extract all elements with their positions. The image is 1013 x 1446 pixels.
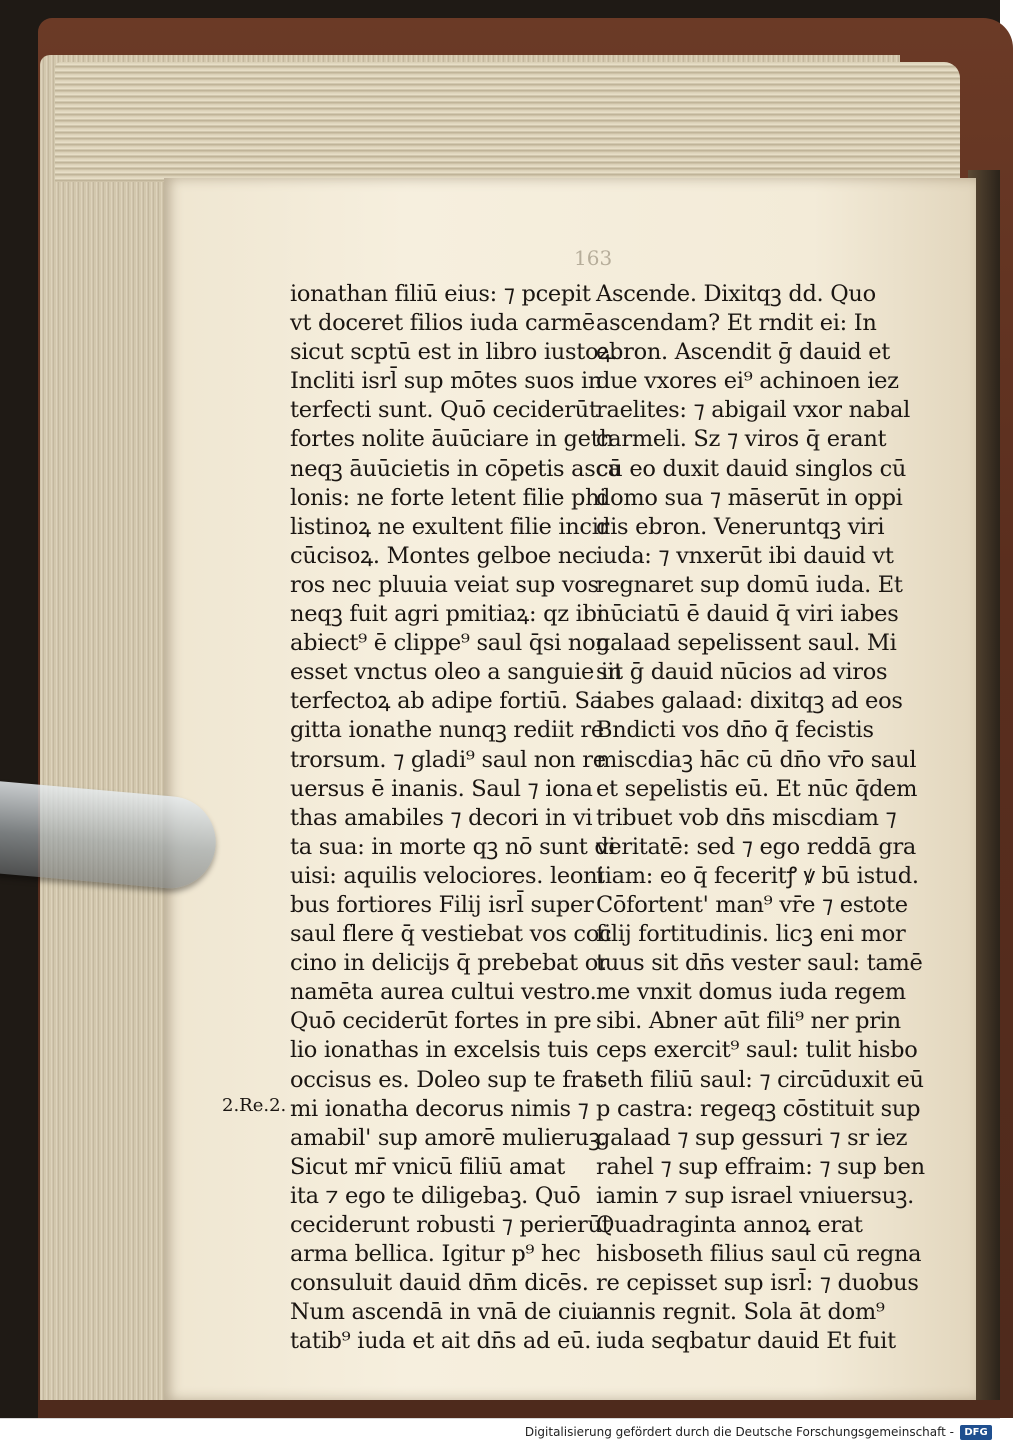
text-line: thas amabiles ⁊ decori in vi — [290, 804, 593, 831]
text-line: terfectoꝝ ab adipe fortiū. Sa — [290, 688, 603, 715]
text-line: tiam: eo q̄ feceritꝭ ꝟ bū istud. — [596, 862, 919, 889]
text-line: et sepelistis eū. Et nūc q̄dem — [596, 775, 918, 802]
text-line: iuda seqbatur dauid Et fuit — [596, 1328, 896, 1355]
text-line: galaad ⁊ sup gessuri ⁊ sr iez — [596, 1124, 908, 1151]
text-line: raelites: ⁊ abigail vxor nabal — [596, 397, 910, 424]
text-line: lonis: ne forte letent filie phi — [290, 484, 607, 511]
text-line: Bndicti vos dn̄o q̄ fecistis — [596, 717, 874, 744]
text-line: veritatē: sed ⁊ ego reddā gra — [596, 833, 917, 860]
text-line: iabes galaad: dixitqꝫ ad eos — [596, 688, 903, 715]
text-line: iamin ⁊ sup israel vniuersuꝫ. — [596, 1182, 914, 1209]
text-line: Quō ceciderūt fortes in pre — [290, 1008, 592, 1035]
footer-bar — [0, 1418, 1000, 1446]
text-line: lio ionathas in excelsis tuis — [290, 1037, 589, 1064]
page-stack-top-edges — [55, 62, 960, 182]
text-line: abiect⁹ ē clippe⁹ saul q̄si non — [290, 630, 610, 657]
text-line: Sicut mr̄ vnicū filiū amat — [290, 1153, 566, 1180]
text-line: consuluit dauid dn̄m dicēs. — [290, 1270, 589, 1297]
text-line: ita ⁊ ego te diligebaꝫ. Quō — [290, 1182, 581, 1209]
funding-notice: Digitalisierung gefördert durch die Deutsche Forschungsgemeinschaft - — [524, 1425, 954, 1439]
text-line: mi ionatha decorus nimis ⁊ — [290, 1095, 589, 1122]
text-line: listinoꝝ ne exultent filie incir — [290, 513, 610, 540]
text-line: vt doceret filios iuda carmē — [290, 310, 595, 337]
text-line: dis ebron. Veneruntqꝫ viri — [596, 513, 885, 540]
text-line: Incliti isrl̄ sup mōtes suos in — [290, 368, 603, 395]
folio-number: 163 — [574, 246, 613, 270]
text-line: fortes nolite āuūciare in geth — [290, 426, 614, 453]
text-line: miscdiaꝫ hāc cū dn̄o vr̄o saul — [596, 746, 917, 773]
text-line: ascendam? Et rndit ei: In — [596, 310, 877, 337]
text-line: sicut scptū est in libro iustoꝝ. — [290, 339, 618, 366]
text-line: ros nec pluuia veiat sup vos — [290, 571, 599, 598]
dfg-logo: DFG — [960, 1425, 992, 1440]
text-line: ebron. Ascendit ḡ dauid et — [596, 339, 890, 366]
text-line: cū eo duxit dauid singlos cū — [596, 455, 907, 482]
text-line: ionathan filiū eius: ⁊ pcepit — [290, 281, 591, 307]
text-line: terfecti sunt. Quō ceciderūt — [290, 397, 598, 424]
text-line: gitta ionathe nunqꝫ rediit re — [290, 717, 604, 744]
text-line: due vxores ei⁹ achinoen iez — [596, 368, 899, 395]
text-line: Cōfortent' man⁹ vr̄e ⁊ estote — [596, 891, 908, 918]
text-line: filij fortitudinis. licꝫ eni mor — [596, 921, 906, 948]
text-line: uisi: aquilis velociores. leoni — [290, 862, 605, 889]
text-line: sibi. Abner aūt fili⁹ ner prin — [596, 1008, 901, 1035]
text-line: ceps exercit⁹ saul: tulit hisbo — [596, 1037, 918, 1064]
text-line: tribuet vob dn̄s miscdiam ⁊ — [596, 804, 897, 831]
text-line: me vnxit domus iuda regem — [596, 979, 906, 1006]
text-line: sit ḡ dauid nūcios ad viros — [596, 659, 888, 686]
text-line: galaad sepelissent saul. Mi — [596, 630, 897, 657]
text-line: ta sua: in morte qꝫ nō sunt di — [290, 833, 616, 860]
text-line: Ascende. Dixitqꝫ dd. Quo — [596, 281, 876, 307]
text-line: Num ascendā in vnā de ciui — [290, 1299, 599, 1326]
text-line: bus fortiores Filij isrl̄ super — [290, 891, 594, 918]
text-line: p castra: regeqꝫ cōstituit sup — [596, 1095, 921, 1122]
text-line: rahel ⁊ sup effraim: ⁊ sup ben — [596, 1153, 925, 1180]
text-line: trorsum. ⁊ gladi⁹ saul non re — [290, 746, 606, 773]
text-line: esset vnctus oleo a sanguie in — [290, 659, 622, 686]
text-line: ceciderunt robusti ⁊ perierūt — [290, 1212, 611, 1238]
text-line: amabil' sup amorē mulieruꝫ. — [290, 1124, 607, 1151]
text-line: nūciatū ē dauid q̄ viri iabes — [596, 601, 899, 628]
text-line: cūcisoꝝ. Montes gelboe nec — [290, 542, 598, 569]
text-line: regnaret sup domū iuda. Et — [596, 571, 903, 598]
text-line: re cepisset sup isrl̄: ⁊ duobus — [596, 1270, 919, 1297]
text-line: seth filiū saul: ⁊ circūduxit eū — [596, 1066, 924, 1093]
text-line: namēta aurea cultui vestro. — [290, 979, 597, 1006]
text-line: saul flere q̄ vestiebat vos coc — [290, 921, 612, 948]
text-line: occisus es. Doleo sup te frat — [290, 1066, 603, 1093]
text-line: neqꝫ āuūcietis in cōpetis asca — [290, 455, 621, 482]
text-line: neqꝫ fuit agri pmitiaꝝ: qz ibi — [290, 601, 604, 628]
text-line: tatib⁹ iuda et ait dn̄s ad eū. — [290, 1328, 592, 1355]
text-line: domo sua ⁊ māserūt in oppi — [596, 484, 903, 511]
text-line: iuda: ⁊ vnxerūt ibi dauid vt — [596, 542, 894, 569]
margin-reference: 2.Re.2. — [222, 1095, 287, 1116]
text-line: uersus ē inanis. Saul ⁊ iona — [290, 775, 593, 802]
text-line: tuus sit dn̄s vester saul: tamē — [596, 950, 923, 977]
text-line: hisboseth filius saul cū regna — [596, 1241, 922, 1268]
text-line: Quadraginta annoꝝ erat — [596, 1212, 863, 1238]
text-line: carmeli. Sz ⁊ viros q̄ erant — [596, 426, 887, 453]
text-column-right — [596, 280, 925, 1356]
text-line: cino in delicijs q̄ prebebat or — [290, 950, 609, 977]
text-column-left — [290, 280, 622, 1356]
text-line: annis regnit. Sola āt dom⁹ — [596, 1299, 885, 1326]
text-line: arma bellica. Igitur p⁹ hec — [290, 1241, 581, 1268]
